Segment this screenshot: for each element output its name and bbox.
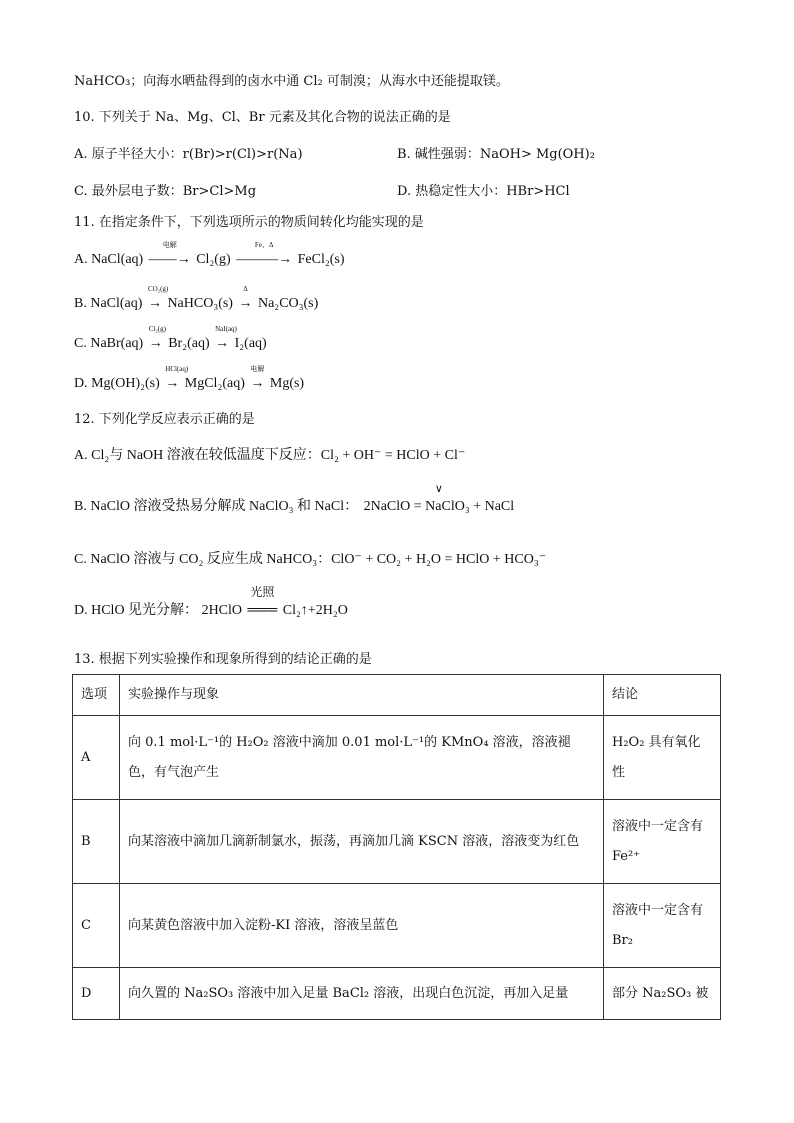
- table-row: [73, 884, 721, 968]
- equation-condition: 光照: [250, 585, 275, 599]
- option-cell: B: [73, 800, 120, 884]
- question-10-option-b: B. 碱性强弱：NaOH> Mg(OH)₂: [397, 147, 595, 162]
- question-10-option-d: D. 热稳定性大小：HBr>HCl: [397, 184, 570, 199]
- reaction-arrow: Cl₂(g) →: [148, 325, 166, 351]
- reaction-arrow: Fe、Δ ———→: [236, 241, 293, 267]
- question-11-option-d: [74, 365, 305, 394]
- conclusion-cell: H₂O₂ 具有氧化性: [604, 716, 721, 800]
- option-cell: C: [73, 884, 120, 968]
- equation-equals: 光照 ═══: [247, 585, 278, 618]
- operation-cell: 向某溶液中滴加几滴新制氯水，振荡，再滴加几滴 KSCN 溶液，溶液变为红色: [120, 800, 604, 884]
- intermediate: NaHCO₃(s): [167, 296, 233, 311]
- question-11-option-c: [74, 325, 267, 354]
- table-row: [73, 968, 721, 1020]
- question-12-option-a: A. Cl₂与 NaOH 溶液在较低温度下反应：Cl₂ + OH⁻ = HClO + Cl⁻: [74, 448, 466, 463]
- arrow-condition: Fe、Δ: [254, 241, 274, 249]
- table-header: 选项: [73, 675, 120, 716]
- equation-condition: ∨: [434, 483, 443, 495]
- arrow-condition: Cl₂(g): [148, 325, 166, 333]
- reactant: B. NaCl(aq): [74, 296, 143, 311]
- intermediate: Br₂(aq): [168, 336, 210, 351]
- question-13-stem: 13. 根据下列实验操作和现象所得到的结论正确的是: [74, 652, 372, 667]
- reaction-arrow: NaI(aq) →: [215, 325, 237, 351]
- option-text: D. HClO 见光分解：: [74, 603, 199, 618]
- reaction-arrow: Δ →: [238, 285, 253, 311]
- arrow-condition: HCl(aq): [165, 365, 189, 373]
- table-row: [73, 800, 721, 884]
- reactant: C. NaBr(aq): [74, 336, 144, 351]
- table-header: 结论: [604, 675, 721, 716]
- reaction-arrow: 电解 ——→: [148, 241, 191, 267]
- product: Mg(s): [269, 376, 305, 391]
- reaction-arrow: HCl(aq) →: [165, 365, 189, 391]
- reaction-arrow: CO₂(g) →: [147, 285, 169, 311]
- table-row: [73, 716, 721, 800]
- question-10-option-c: C. 最外层电子数：Br>Cl>Mg: [74, 184, 257, 199]
- question-12-stem: 12. 下列化学反应表示正确的是: [74, 412, 255, 427]
- operation-cell: 向久置的 Na₂SO₃ 溶液中加入足量 BaCl₂ 溶液，出现白色沉淀，再加入足量: [120, 968, 604, 1020]
- reaction-arrow: 电解 →: [250, 365, 265, 391]
- equation-body: 2NaClO = NaClO₃ + NaCl: [363, 499, 515, 514]
- question-12-option-d: [74, 585, 348, 621]
- option-text: B. NaClO 溶液受热易分解成 NaClO₃ 和 NaCl：: [74, 499, 359, 514]
- question-11-option-b: [74, 285, 319, 314]
- experiment-table: [72, 674, 721, 1020]
- table-header: 实验操作与现象: [120, 675, 604, 716]
- equation-right: Cl₂↑+2H₂O: [282, 603, 348, 618]
- arrow-condition: NaI(aq): [215, 325, 237, 333]
- table-header-row: [73, 675, 721, 716]
- intermediate: MgCl₂(aq): [184, 376, 245, 391]
- product: I₂(aq): [234, 336, 267, 351]
- question-11-option-a: [74, 241, 345, 270]
- question-12-option-c: C. NaClO 溶液与 CO₂ 反应生成 NaHCO₃：ClO⁻ + CO₂ + H₂O = HClO + HCO₃⁻: [74, 552, 547, 567]
- product: Na₂CO₃(s): [257, 296, 319, 311]
- question-12-option-b: [74, 483, 516, 517]
- arrow-condition: 电解: [250, 365, 265, 373]
- arrow-condition: 电解: [162, 241, 177, 249]
- equation: [363, 483, 515, 517]
- option-cell: A: [73, 716, 120, 800]
- intermediate: Cl₂(g): [196, 252, 231, 267]
- conclusion-cell: 溶液中一定含有 Br₂: [604, 884, 721, 968]
- question-10-option-a: A. 原子半径大小：r(Br)>r(Cl)>r(Na): [74, 147, 303, 162]
- question-10-stem: 10. 下列关于 Na、Mg、Cl、Br 元素及其化合物的说法正确的是: [74, 110, 451, 125]
- reactant: D. Mg(OH)₂(s): [74, 376, 160, 391]
- intro-text: NaHCO₃；向海水晒盐得到的卤水中通 Cl₂ 可制溴；从海水中还能提取镁。: [74, 74, 509, 89]
- reactant: A. NaCl(aq): [74, 252, 144, 267]
- equation-left: 2HClO: [201, 603, 243, 618]
- arrow-condition: CO₂(g): [147, 285, 169, 293]
- question-11-stem: 11. 在指定条件下，下列选项所示的物质间转化均能实现的是: [74, 215, 424, 230]
- arrow-condition: Δ: [243, 285, 248, 293]
- operation-cell: 向 0.1 mol·L⁻¹的 H₂O₂ 溶液中滴加 0.01 mol·L⁻¹的 KMnO₄ 溶液，溶液褪色，有气泡产生: [120, 716, 604, 800]
- conclusion-cell: 部分 Na₂SO₃ 被: [604, 968, 721, 1020]
- option-cell: D: [73, 968, 120, 1020]
- operation-cell: 向某黄色溶液中加入淀粉-KI 溶液，溶液呈蓝色: [120, 884, 604, 968]
- product: FeCl₂(s): [297, 252, 345, 267]
- conclusion-cell: 溶液中一定含有 Fe²⁺: [604, 800, 721, 884]
